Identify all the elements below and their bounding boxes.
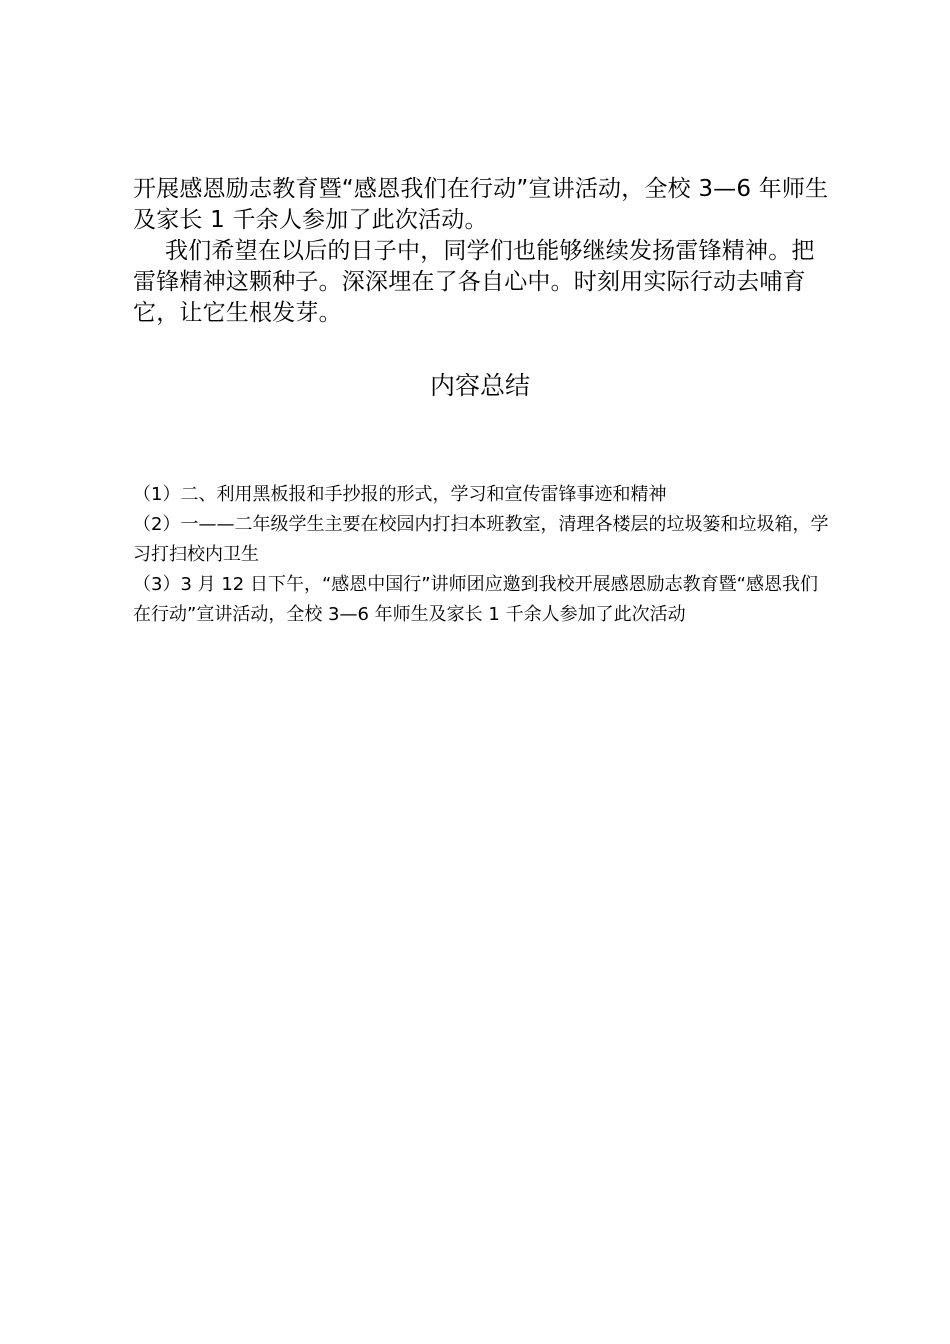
paragraph-activity: 开展感恩励志教育暨“感恩我们在行动”宣讲活动，全校 3—6 年师生及家长 1 千余人参加了此次活动。 xyxy=(133,176,829,233)
summary-heading: 内容总结 xyxy=(429,371,530,400)
summary-item-2: （2）一——二年级学生主要在校园内打扫本班教室，清理各楼层的垃圾篓和垃圾箱，学习打扫校内卫生 xyxy=(133,514,829,565)
summary-list xyxy=(133,480,833,630)
summary-item-3: （3）3 月 12 日下午，“感恩中国行”讲师团应邀到我校开展感恩励志教育暨“感恩我们在行动”宣讲活动，全校 3—6 年师生及家长 1 千余人参加了此次活动 xyxy=(133,574,818,625)
summary-item-1: （1）二、利用黑板报和手抄报的形式，学习和宣传雷锋事迹和精神 xyxy=(133,484,667,505)
paragraph-hope: 我们希望在以后的日子中，同学们也能够继续发扬雷锋精神。把雷锋精神这颗种子。深深埋在了各自心中。时刻用实际行动去哺育它，让它生根发芽。 xyxy=(133,238,815,326)
body-text xyxy=(133,174,833,329)
